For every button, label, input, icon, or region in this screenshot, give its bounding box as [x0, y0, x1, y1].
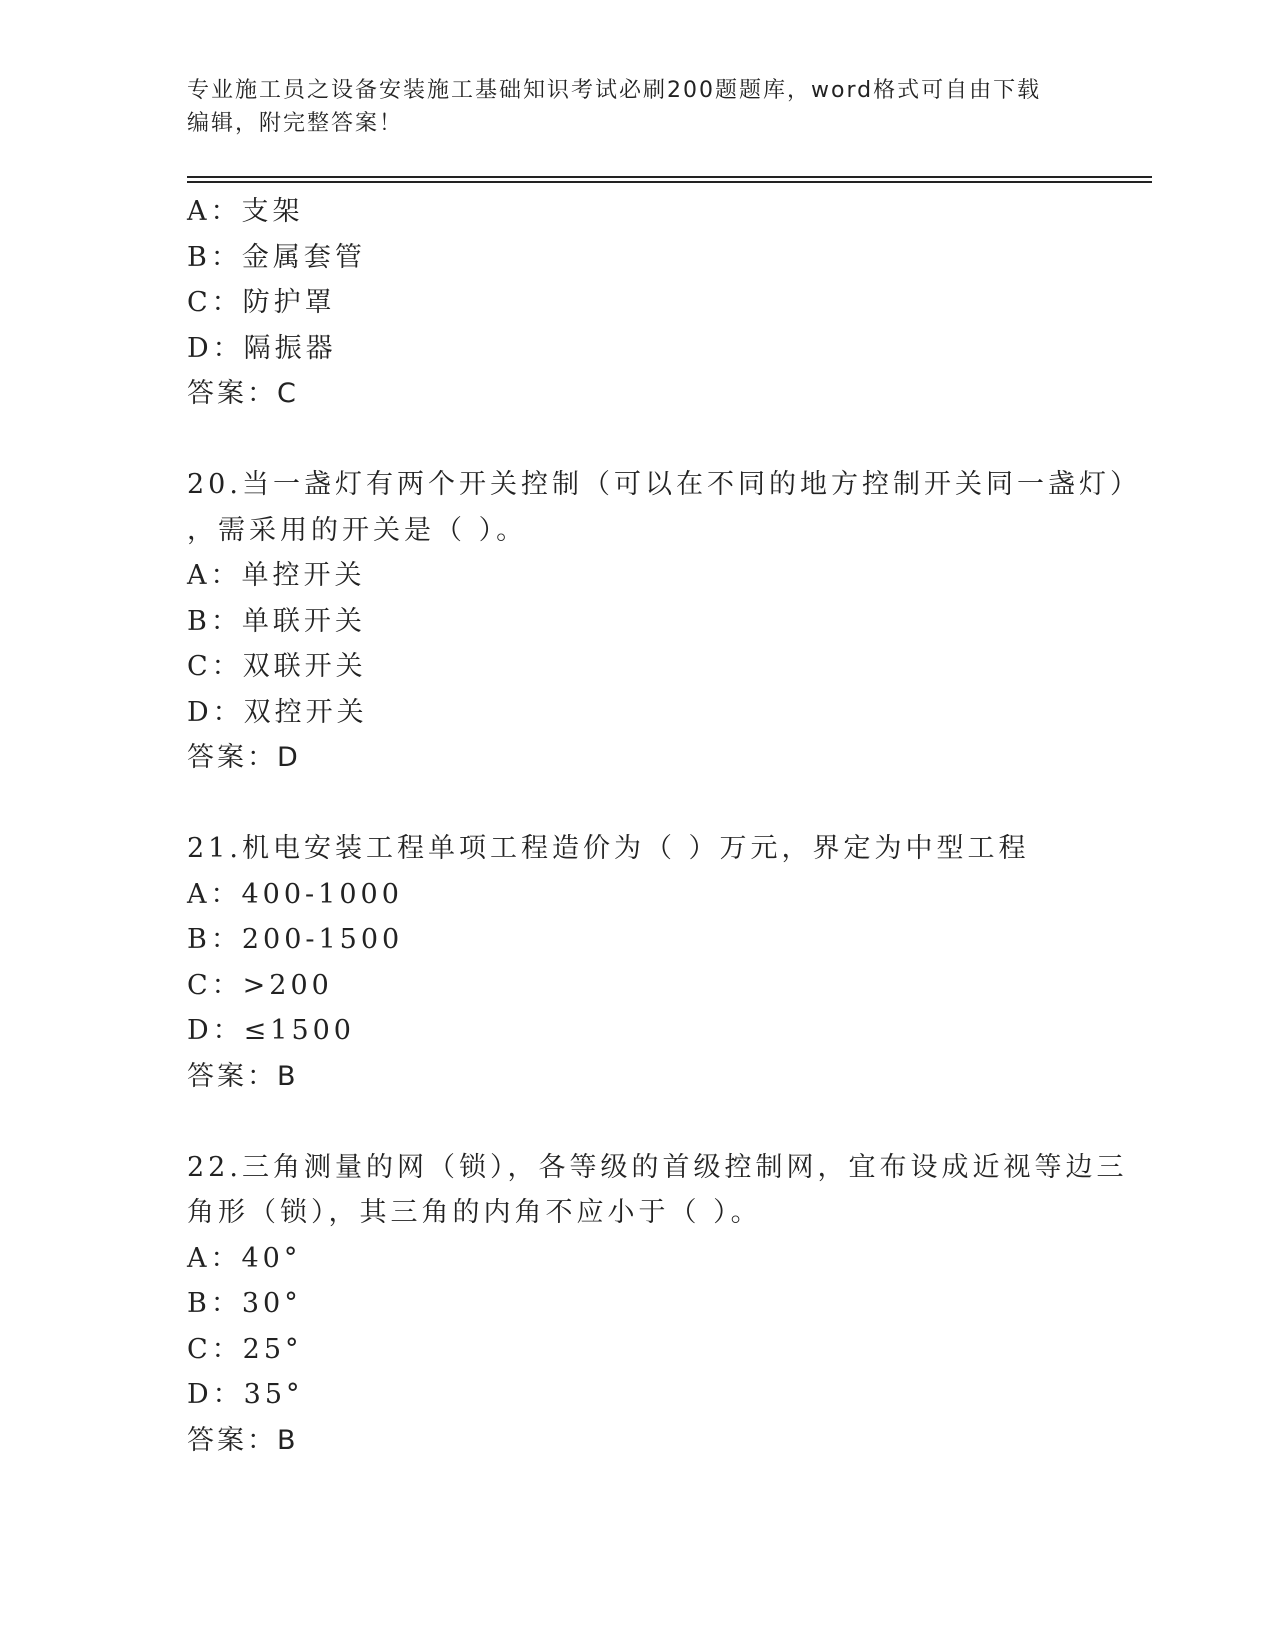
answer-line: 答案：C	[187, 378, 299, 409]
spacer	[187, 417, 1152, 463]
option-b: B：金属套管	[187, 241, 366, 273]
question-stem-line-1: 21.机电安装工程单项工程造价为（ ）万元，界定为中型工程	[187, 833, 1030, 864]
document-header	[187, 74, 1067, 140]
option-d: D：隔振器	[187, 332, 337, 364]
question-stem-line-1: 22.三角测量的网（锁），各等级的首级控制网，宜布设成近视等边三	[187, 1151, 1128, 1183]
header-title-line-1: 专业施工员之设备安装施工基础知识考试必刷200题题库，word格式可自由下载	[187, 78, 1042, 103]
option-d: D：双控开关	[187, 696, 368, 728]
option-a: A：支架	[187, 196, 304, 227]
question-22	[187, 1145, 1152, 1464]
question-list	[187, 189, 1152, 1463]
option-b: B：30°	[187, 1288, 302, 1319]
option-d: D：35°	[187, 1379, 304, 1410]
question-21	[187, 826, 1152, 1099]
header-divider-top	[187, 176, 1152, 178]
option-b: B：单联开关	[187, 605, 366, 637]
option-a: A：单控开关	[187, 560, 366, 591]
header-divider-bottom	[187, 181, 1152, 183]
question-stem-line-2: ，需采用的开关是（ ）。	[187, 514, 528, 546]
spacer	[187, 1099, 1152, 1145]
header-title-line-2: 编辑，附完整答案！	[187, 111, 404, 136]
option-a: A：40°	[187, 1242, 302, 1274]
option-b: B：200-1500	[187, 924, 404, 955]
option-c: C：25°	[187, 1333, 303, 1365]
option-c: C：双联开关	[187, 651, 367, 682]
answer-line: 答案：B	[187, 1060, 299, 1092]
question-stem-line-2: 角形（锁），其三角的内角不应小于（ ）。	[187, 1197, 762, 1228]
option-c: C：>200	[187, 969, 333, 1001]
question-20	[187, 462, 1152, 781]
answer-line: 答案：D	[187, 742, 301, 773]
option-c: C：防护罩	[187, 287, 336, 318]
option-a: A：400-1000	[187, 878, 403, 910]
question-19	[187, 189, 1152, 417]
option-d: D：≤1500	[187, 1015, 355, 1046]
question-stem-line-1: 20.当一盏灯有两个开关控制（可以在不同的地方控制开关同一盏灯）	[187, 469, 1141, 500]
answer-line: 答案：B	[187, 1424, 299, 1456]
spacer	[187, 781, 1152, 827]
